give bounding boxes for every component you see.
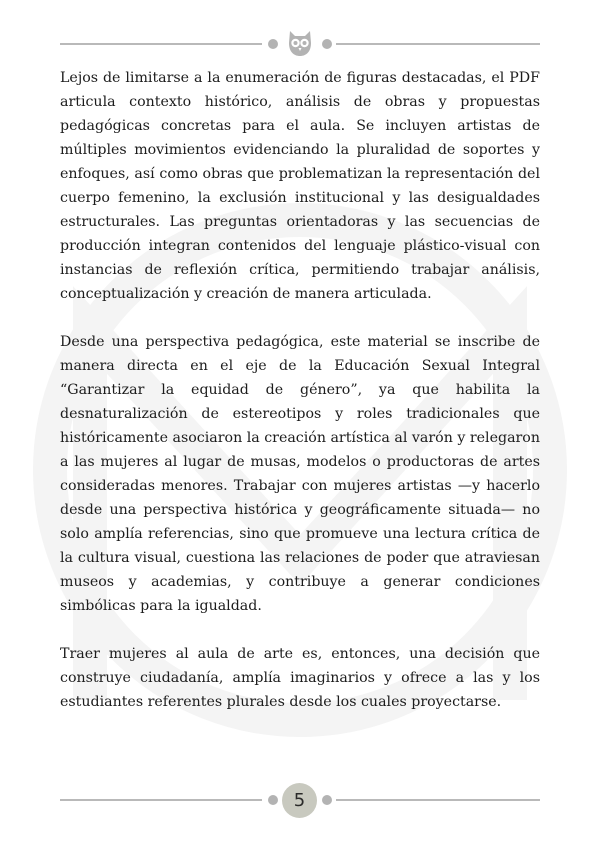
paragraph-2: Desde una perspectiva pedagógica, este material se inscribe de manera directa en el eje de la Educación Sexual Integral “Garantizar la equidad de género”, ya que habilita la desnaturalización de estereotipos y roles tradicionales que históricamente asociaron la creación artística al varón y relegaron a las mujeres al lugar de musas, modelos o productoras de artes consideradas menores. Trabajar con mujeres artistas —y hacerlo desde una perspectiva histórica y geográficamente situada— no solo amplía referencias, sino que promueve una lectura crítica de la cultura visual, cuestiona las relaciones de poder que atraviesan museos y academias, y contribuye a generar condiciones simbólicas para la igualdad. bbox=[60, 334, 540, 614]
header-rule-left bbox=[60, 43, 262, 45]
footer-ornament bbox=[60, 790, 540, 810]
footer-dot-right bbox=[322, 795, 332, 805]
paragraph-3: Traer mujeres al aula de arte es, entonces, una decisión que construye ciudadanía, amplía imaginarios y ofrece a las y los estudiantes referentes plurales desde los cuales proyectarse. bbox=[60, 646, 540, 710]
header-ornament bbox=[60, 34, 540, 54]
paragraph-1: Lejos de limitarse a la enumeración de figuras destacadas, el PDF articula contexto histórico, análisis de obras y propuestas pedagógicas concretas para el aula. Se incluyen artistas de múltiples movimientos evidenciando la pluralidad de soportes y enfoques, así como obras que problematizan la representación del cuerpo femenino, la exclusión institucional y las desigualdades estructurales. Las preguntas orientadoras y las secuencias de producción integran contenidos del lenguaje plástico-visual con instancias de reflexión crítica, permitiendo trabajar análisis, conceptualización y creación de manera articulada. bbox=[60, 70, 540, 302]
footer-rule-left bbox=[60, 799, 262, 801]
footer-dot-left bbox=[268, 795, 278, 805]
owl-logo-icon bbox=[286, 28, 314, 58]
body-text bbox=[60, 66, 540, 738]
header-dot-left bbox=[268, 39, 278, 49]
header-dot-right bbox=[322, 39, 332, 49]
header-rule-right bbox=[336, 43, 540, 45]
page-number: 5 bbox=[282, 783, 317, 818]
footer-rule-right bbox=[336, 799, 540, 801]
